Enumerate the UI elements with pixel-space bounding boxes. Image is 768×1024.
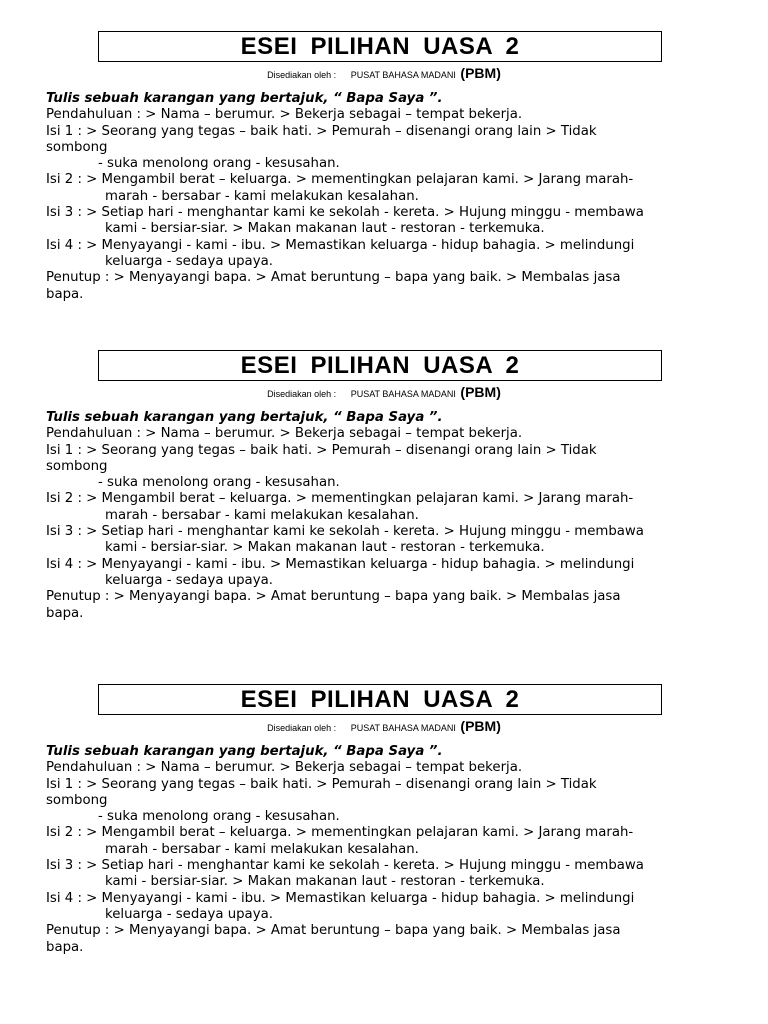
pendahuluan-line: Pendahuluan : > Nama – berumur. > Bekerja sebagai – tempat bekerja. xyxy=(46,426,523,442)
prepared-by xyxy=(0,384,768,402)
essay-question: Tulis sebuah karangan yang bertajuk, “ Bapa Saya ”. xyxy=(46,91,443,106)
pendahuluan-line: Pendahuluan : > Nama – berumur. > Bekerja sebagai – tempat bekerja. xyxy=(46,760,523,776)
isi2-line: Isi 2 : > Mengambil berat – keluarga. > mementingkan pelajaran kami. > Jarang marah- xyxy=(46,172,634,188)
isi2-line: marah - bersabar - kami melakukan kesalahan. xyxy=(105,188,419,204)
penutup-line: bapa. xyxy=(46,605,84,621)
prepared-by-label: Disediakan oleh : xyxy=(267,723,337,733)
essay-title: ESEI PILIHAN UASA 2 xyxy=(98,684,662,715)
pendahuluan-line: Pendahuluan : > Nama – berumur. > Bekerja sebagai – tempat bekerja. xyxy=(46,107,523,123)
isi3-line: Isi 3 : > Setiap hari - menghantar kami ke sekolah - kereta. > Hujung minggu - membawa xyxy=(46,205,644,221)
penutup-line: bapa. xyxy=(46,939,84,955)
prepared-by-org: PUSAT BAHASA MADANI xyxy=(350,70,456,80)
essay-question: Tulis sebuah karangan yang bertajuk, “ Bapa Saya ”. xyxy=(46,410,443,425)
isi2-line: Isi 2 : > Mengambil berat – keluarga. > mementingkan pelajaran kami. > Jarang marah- xyxy=(46,825,634,841)
isi1-line: sombong xyxy=(46,139,108,155)
isi1-line: - suka menolong orang - kesusahan. xyxy=(98,156,340,172)
isi4-line: keluarga - sedaya upaya. xyxy=(105,906,273,922)
isi3-line: kami - bersiar-siar. > Makan makanan laut - restoran - terkemuka. xyxy=(105,874,545,890)
penutup-line: Penutup : > Menyayangi bapa. > Amat beruntung – bapa yang baik. > Membalas jasa xyxy=(46,589,621,605)
isi2-line: marah - bersabar - kami melakukan kesalahan. xyxy=(105,507,419,523)
essay-outline xyxy=(46,744,726,956)
prepared-by xyxy=(0,65,768,83)
prepared-by xyxy=(0,718,768,736)
isi3-line: kami - bersiar-siar. > Makan makanan laut - restoran - terkemuka. xyxy=(105,540,545,556)
prepared-by-org: PUSAT BAHASA MADANI xyxy=(350,723,456,733)
isi1-line: - suka menolong orang - kesusahan. xyxy=(98,809,340,825)
prepared-by-abbr: (PBM) xyxy=(460,384,501,400)
isi4-line: keluarga - sedaya upaya. xyxy=(105,572,273,588)
isi1-line: Isi 1 : > Seorang yang tegas – baik hati. > Pemurah – disenangi orang lain > Tidak xyxy=(46,123,597,139)
isi4-line: Isi 4 : > Menyayangi - kami - ibu. > Memastikan keluarga - hidup bahagia. > melindungi xyxy=(46,890,635,906)
essay-title: ESEI PILIHAN UASA 2 xyxy=(98,350,662,381)
isi1-line: sombong xyxy=(46,792,108,808)
isi4-line: Isi 4 : > Menyayangi - kami - ibu. > Memastikan keluarga - hidup bahagia. > melindungi xyxy=(46,237,635,253)
isi1-line: Isi 1 : > Seorang yang tegas – baik hati. > Pemurah – disenangi orang lain > Tidak xyxy=(46,442,597,458)
isi3-line: Isi 3 : > Setiap hari - menghantar kami ke sekolah - kereta. > Hujung minggu - membawa xyxy=(46,858,644,874)
prepared-by-abbr: (PBM) xyxy=(460,65,501,81)
essay-outline xyxy=(46,91,726,303)
essay-title: ESEI PILIHAN UASA 2 xyxy=(98,31,662,62)
isi2-line: Isi 2 : > Mengambil berat – keluarga. > mementingkan pelajaran kami. > Jarang marah- xyxy=(46,491,634,507)
prepared-by-label: Disediakan oleh : xyxy=(267,389,337,399)
isi2-line: marah - bersabar - kami melakukan kesalahan. xyxy=(105,841,419,857)
isi1-line: Isi 1 : > Seorang yang tegas – baik hati. > Pemurah – disenangi orang lain > Tidak xyxy=(46,776,597,792)
essay-question: Tulis sebuah karangan yang bertajuk, “ Bapa Saya ”. xyxy=(46,744,443,759)
prepared-by-abbr: (PBM) xyxy=(460,718,501,734)
penutup-line: bapa. xyxy=(46,286,84,302)
isi4-line: Isi 4 : > Menyayangi - kami - ibu. > Memastikan keluarga - hidup bahagia. > melindungi xyxy=(46,556,635,572)
isi3-line: kami - bersiar-siar. > Makan makanan laut - restoran - terkemuka. xyxy=(105,221,545,237)
prepared-by-org: PUSAT BAHASA MADANI xyxy=(350,389,456,399)
prepared-by-label: Disediakan oleh : xyxy=(267,70,337,80)
isi4-line: keluarga - sedaya upaya. xyxy=(105,253,273,269)
isi1-line: - suka menolong orang - kesusahan. xyxy=(98,475,340,491)
isi1-line: sombong xyxy=(46,458,108,474)
penutup-line: Penutup : > Menyayangi bapa. > Amat beruntung – bapa yang baik. > Membalas jasa xyxy=(46,270,621,286)
isi3-line: Isi 3 : > Setiap hari - menghantar kami ke sekolah - kereta. > Hujung minggu - membawa xyxy=(46,524,644,540)
essay-outline xyxy=(46,410,726,622)
penutup-line: Penutup : > Menyayangi bapa. > Amat beruntung – bapa yang baik. > Membalas jasa xyxy=(46,923,621,939)
